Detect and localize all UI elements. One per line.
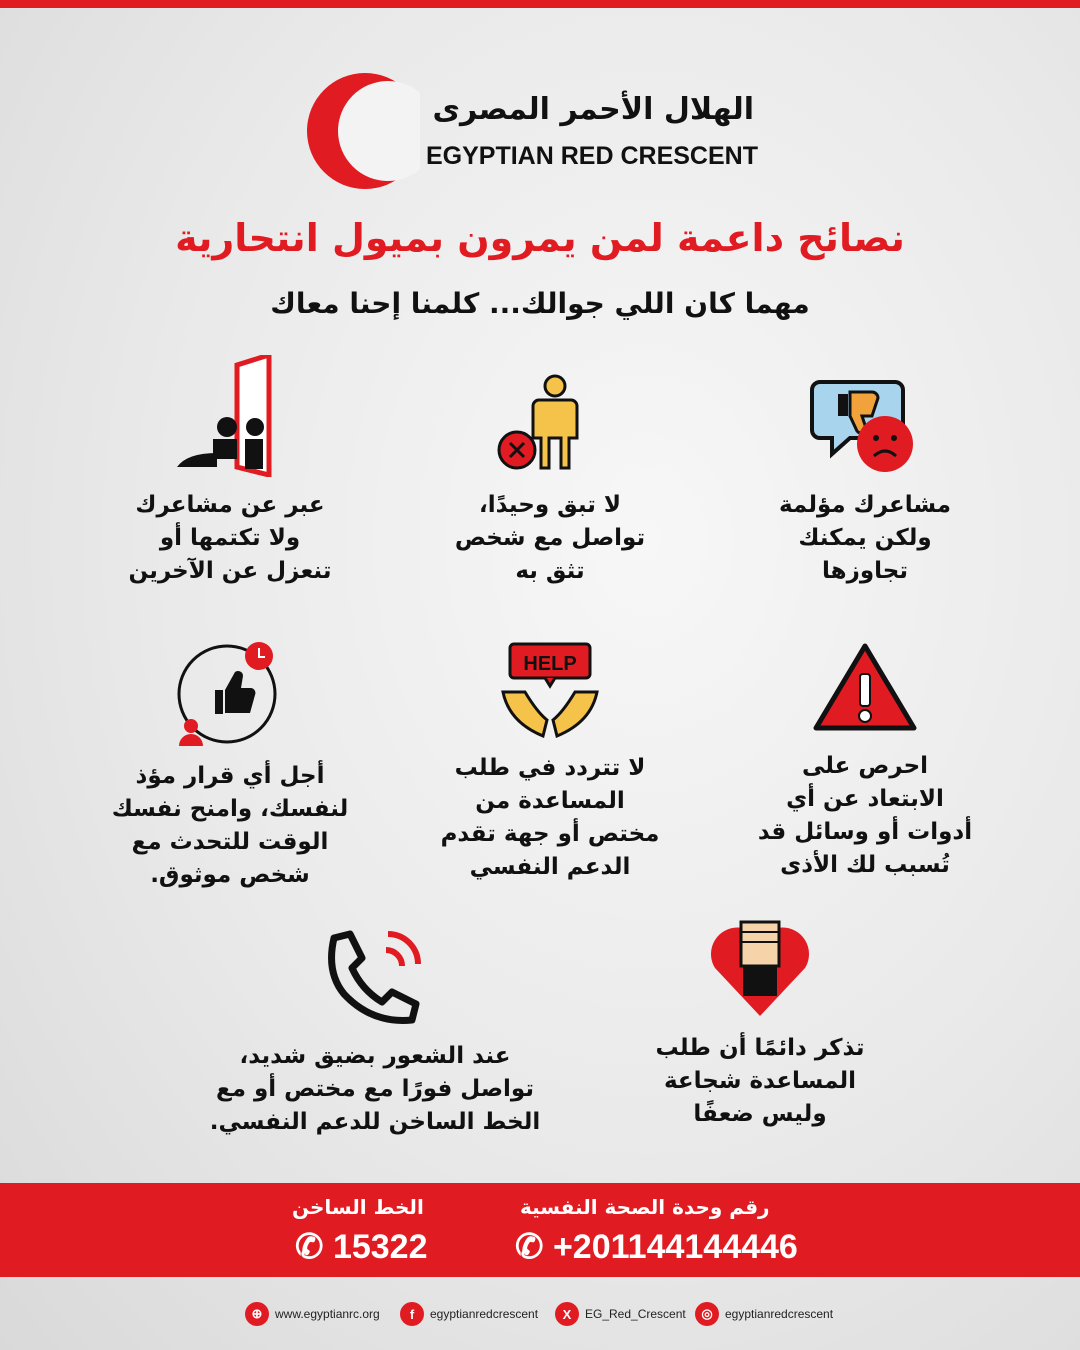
tip-dont-stay-alone <box>425 372 675 588</box>
hotline-number-text: 15322 <box>332 1228 428 1266</box>
mental-health-number[interactable] <box>515 1227 798 1267</box>
social-label: egyptianredcrescent <box>430 1307 539 1321</box>
social-website[interactable] <box>245 1300 380 1328</box>
tip-text: عند الشعور بضيق شديد، تواصل فورًا مع مختص أو مع الخط الساخن للدعم النفسي. <box>209 1043 541 1135</box>
sad-thumbs-down-icon <box>810 372 920 477</box>
tip-text: لا تتردد في طلب المساعدة من مختص أو جهة تقدم الدعم النفسي <box>440 755 660 880</box>
social-x[interactable] <box>555 1300 686 1328</box>
tip-text: احرص على الابتعاد عن أي أدوات أو وسائل قد تُسبب لك الأذى <box>757 753 973 878</box>
help-hands-icon <box>495 640 605 740</box>
tip-call-hotline <box>190 928 560 1139</box>
tip-text: مشاعرك مؤلمة ولكن يمكنك تجاوزها <box>778 492 952 584</box>
social-label: egyptianredcrescent <box>725 1307 834 1321</box>
warning-icon <box>810 640 920 738</box>
fist-heart-icon <box>705 910 815 1020</box>
tip-text: عبر عن مشاعرك ولا تكتمها أو تنعزل عن الآخرين <box>128 492 332 584</box>
tip-painful-feelings <box>740 372 990 588</box>
help-label: HELP <box>523 653 577 675</box>
crescent-icon <box>300 66 420 196</box>
mental-health-number-text: +201144144446 <box>552 1228 798 1266</box>
social-facebook[interactable] <box>400 1300 538 1328</box>
page-subtitle: مهما كان اللي جوالك... كلمنا إحنا معاك <box>270 287 810 320</box>
instagram-icon: ◎ <box>695 1302 719 1326</box>
person-alone-icon <box>495 372 605 477</box>
decision-clock-icon <box>175 636 285 748</box>
tip-stay-away-from-harm <box>730 640 1000 882</box>
tip-seek-help <box>415 640 685 884</box>
facebook-icon: f <box>400 1302 424 1326</box>
logo <box>300 66 760 196</box>
page-title: نصائح داعمة لمن يمرون بميول انتحارية <box>175 216 905 260</box>
hotline-label: الخط الساخن <box>292 1195 424 1219</box>
tip-express-feelings <box>105 355 355 588</box>
contact-footer <box>0 1183 1080 1277</box>
tip-help-is-courage <box>610 910 910 1131</box>
person-mirror-icon <box>175 355 285 477</box>
brand-name-arabic: الهلال الأحمر المصرى <box>432 92 754 127</box>
phone-call-icon <box>320 928 430 1028</box>
social-label: www.egyptianrc.org <box>275 1307 380 1321</box>
tip-delay-decision <box>90 636 370 892</box>
globe-icon: ⊕ <box>245 1302 269 1326</box>
x-icon: X <box>555 1302 579 1326</box>
top-accent-bar <box>0 0 1080 8</box>
hotline-number[interactable] <box>295 1227 428 1267</box>
mental-health-label: رقم وحدة الصحة النفسية <box>520 1195 770 1219</box>
brand-name-english: EGYPTIAN RED CRESCENT <box>426 142 758 170</box>
tip-text: لا تبق وحيدًا، تواصل مع شخص تثق به <box>454 492 646 584</box>
social-label: EG_Red_Crescent <box>585 1307 686 1321</box>
social-instagram[interactable] <box>695 1300 833 1328</box>
phone-icon: ✆ <box>295 1228 324 1266</box>
phone-icon: ✆ <box>515 1228 544 1266</box>
tip-text: تذكر دائمًا أن طلب المساعدة شجاعة وليس ضعفًا <box>655 1035 865 1127</box>
tip-text: أجل أي قرار مؤذ لنفسك، وامنح نفسك الوقت للتحدث مع شخص موثوق. <box>111 763 349 888</box>
